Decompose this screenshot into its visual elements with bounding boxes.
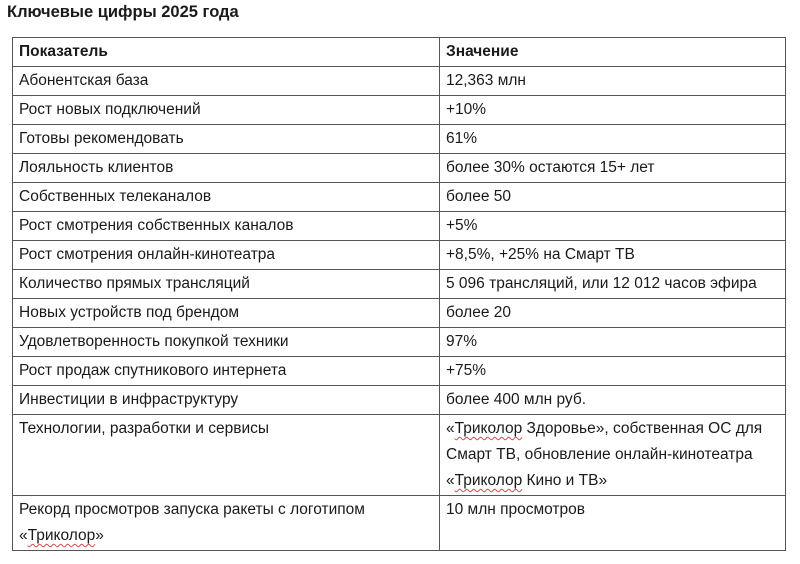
value-cell: 12,363 млн — [440, 67, 786, 96]
table-header-row — [13, 38, 786, 67]
table-row — [13, 357, 786, 386]
indicator-cell — [13, 496, 440, 551]
indicator-cell: Лояльность клиентов — [13, 154, 440, 183]
indicator-cell: Рост продаж спутникового интернета — [13, 357, 440, 386]
value-text: Здоровье», собственная ОС для Смарт ТВ, обновление онлайн-кинотеатра « — [446, 420, 763, 489]
value-cell: +75% — [440, 357, 786, 386]
indicator-cell: Количество прямых трансляций — [13, 270, 440, 299]
table-row — [13, 270, 786, 299]
table-row — [13, 386, 786, 415]
table-row — [13, 328, 786, 357]
document-title: Ключевые цифры 2025 года — [7, 3, 239, 21]
value-cell: +5% — [440, 212, 786, 241]
value-text: « — [446, 420, 455, 437]
indicator-cell: Собственных телеканалов — [13, 183, 440, 212]
value-cell: 97% — [440, 328, 786, 357]
table-row — [13, 183, 786, 212]
value-cell: 61% — [440, 125, 786, 154]
brand-name: Триколор — [454, 420, 523, 437]
key-figures-table — [12, 37, 786, 551]
table-row — [13, 96, 786, 125]
table-row — [13, 299, 786, 328]
value-cell: 10 млн просмотров — [440, 496, 786, 551]
indicator-cell: Абонентская база — [13, 67, 440, 96]
value-cell: +10% — [440, 96, 786, 125]
indicator-cell: Технологии, разработки и сервисы — [13, 415, 440, 496]
table-row — [13, 67, 786, 96]
indicator-cell: Новых устройств под брендом — [13, 299, 440, 328]
indicator-cell: Удовлетворенность покупкой техники — [13, 328, 440, 357]
indicator-cell: Рост новых подключений — [13, 96, 440, 125]
table-row — [13, 415, 786, 496]
table-row — [13, 241, 786, 270]
value-text: Кино и ТВ» — [522, 472, 608, 489]
indicator-text: Рекорд просмотров запуска ракеты с логотипом « — [19, 501, 365, 544]
indicator-cell: Готовы рекомендовать — [13, 125, 440, 154]
value-cell: 5 096 трансляций, или 12 012 часов эфира — [440, 270, 786, 299]
indicator-cell: Рост смотрения собственных каналов — [13, 212, 440, 241]
table-row — [13, 154, 786, 183]
value-cell: более 30% остаются 15+ лет — [440, 154, 786, 183]
indicator-text: » — [95, 527, 104, 544]
value-cell: более 20 — [440, 299, 786, 328]
table-row — [13, 212, 786, 241]
table-row — [13, 125, 786, 154]
column-header-value: Значение — [440, 38, 786, 67]
column-header-indicator: Показатель — [13, 38, 440, 67]
brand-name: Триколор — [27, 527, 96, 544]
value-cell: более 400 млн руб. — [440, 386, 786, 415]
value-cell — [440, 415, 786, 496]
value-cell: +8,5%, +25% на Смарт ТВ — [440, 241, 786, 270]
table-row — [13, 496, 786, 551]
value-cell: более 50 — [440, 183, 786, 212]
brand-name: Триколор — [454, 472, 523, 489]
indicator-cell: Инвестиции в инфраструктуру — [13, 386, 440, 415]
indicator-cell: Рост смотрения онлайн-кинотеатра — [13, 241, 440, 270]
